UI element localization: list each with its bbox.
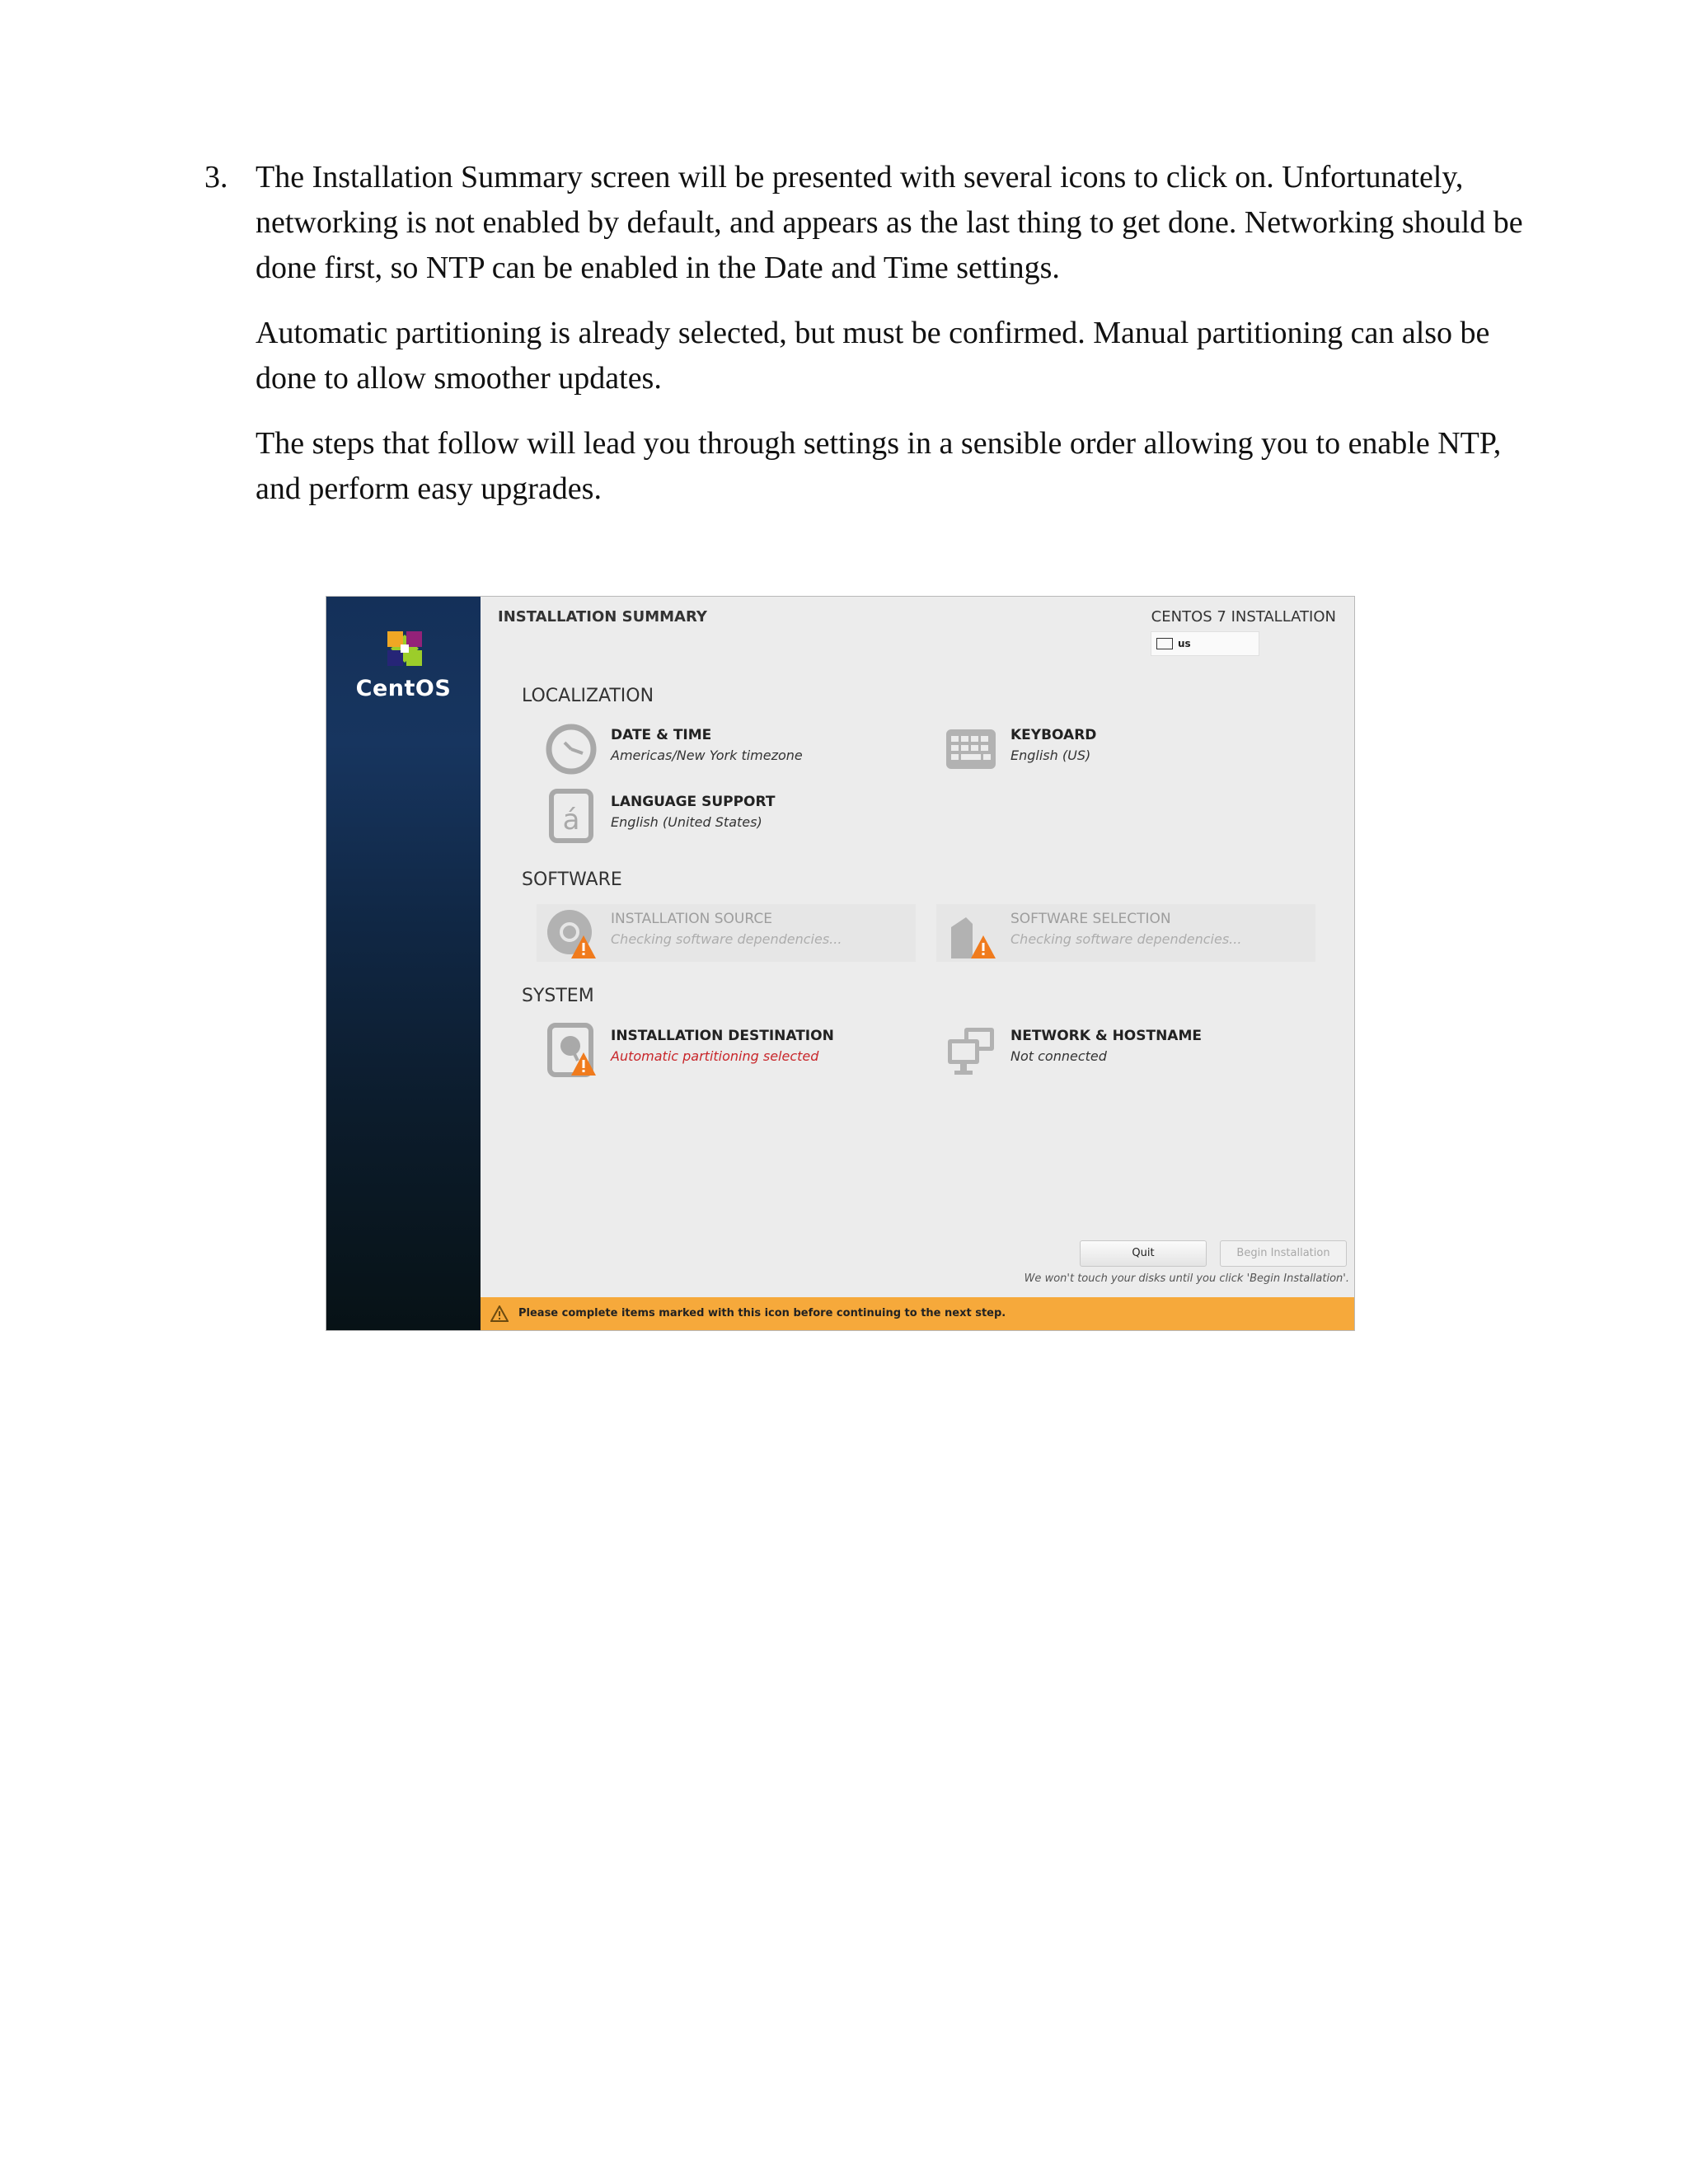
spoke-status: Checking software dependencies... xyxy=(611,931,842,947)
spoke-installation-destination[interactable] xyxy=(537,1021,916,1079)
harddrive-icon xyxy=(545,1023,598,1077)
header-title: INSTALLATION SUMMARY xyxy=(498,608,707,626)
spoke-software-selection[interactable] xyxy=(936,904,1315,962)
spoke-status: English (United States) xyxy=(611,814,762,830)
spoke-status: Not connected xyxy=(1010,1048,1107,1064)
document-body xyxy=(204,155,1540,532)
quit-button[interactable]: Quit xyxy=(1080,1240,1207,1267)
spoke-status: Automatic partitioning selected xyxy=(611,1048,819,1064)
network-icon xyxy=(945,1023,997,1077)
spoke-network-hostname[interactable] xyxy=(936,1021,1315,1079)
spoke-title: INSTALLATION SOURCE xyxy=(611,911,772,927)
keyboard-small-icon xyxy=(1156,638,1173,649)
spoke-title: KEYBOARD xyxy=(1010,727,1097,743)
spoke-title: INSTALLATION DESTINATION xyxy=(611,1028,834,1044)
spoke-date-time[interactable] xyxy=(537,720,916,778)
spoke-language-support[interactable] xyxy=(537,787,916,845)
spoke-title: LANGUAGE SUPPORT xyxy=(611,794,776,810)
spoke-status: Americas/New York timezone xyxy=(611,748,803,763)
section-system: SYSTEM xyxy=(522,986,594,1006)
disk-notice: We won't touch your disks until you click 'Begin Installation'. xyxy=(1024,1272,1349,1285)
warning-bar xyxy=(481,1297,1354,1330)
header-product: CENTOS 7 INSTALLATION xyxy=(1151,608,1336,626)
step-paragraph-2: Automatic partitioning is already selected, but must be confirmed. Manual partitioning can also be done to allow smoother updates. xyxy=(256,316,1490,396)
spoke-keyboard[interactable] xyxy=(936,720,1315,778)
begin-installation-button[interactable]: Begin Installation xyxy=(1220,1240,1347,1267)
clock-icon xyxy=(545,722,598,776)
keyboard-layout-label: us xyxy=(1178,638,1191,649)
spoke-status: English (US) xyxy=(1010,748,1091,763)
sidebar xyxy=(326,597,481,1330)
warning-icon xyxy=(490,1305,509,1322)
spoke-title: NETWORK & HOSTNAME xyxy=(1010,1028,1202,1044)
section-software: SOFTWARE xyxy=(522,869,622,890)
svg-text:á: á xyxy=(562,804,580,837)
brand-name: CentOS xyxy=(355,676,452,701)
numbered-step xyxy=(204,155,1540,512)
keyboard-layout-indicator[interactable] xyxy=(1151,631,1259,656)
spoke-title: SOFTWARE SELECTION xyxy=(1010,911,1171,927)
keyboard-icon xyxy=(945,722,997,776)
spoke-status: Checking software dependencies... xyxy=(1010,931,1242,947)
section-localization: LOCALIZATION xyxy=(522,686,654,706)
step-paragraph-3: The steps that follow will lead you through settings in a sensible order allowing you to enable NTP, and perform easy upgrades. xyxy=(256,426,1502,506)
package-icon xyxy=(945,906,997,960)
centos-logo-icon xyxy=(382,626,427,671)
language-icon xyxy=(545,789,598,843)
installation-summary-screenshot xyxy=(326,596,1355,1331)
step-paragraph-1: The Installation Summary screen will be presented with several icons to click on. Unfortunately, networking is not enabled by default, and appears as the last thing to get done. Networking should be done first, so NTP can be enabled in the Date and Time settings. xyxy=(256,160,1523,285)
spoke-installation-source[interactable] xyxy=(537,904,916,962)
step-number: 3. xyxy=(204,160,228,194)
warning-bar-text: Please complete items marked with this icon before continuing to the next step. xyxy=(518,1307,1006,1319)
spoke-title: DATE & TIME xyxy=(611,727,712,743)
disc-icon xyxy=(545,906,598,960)
